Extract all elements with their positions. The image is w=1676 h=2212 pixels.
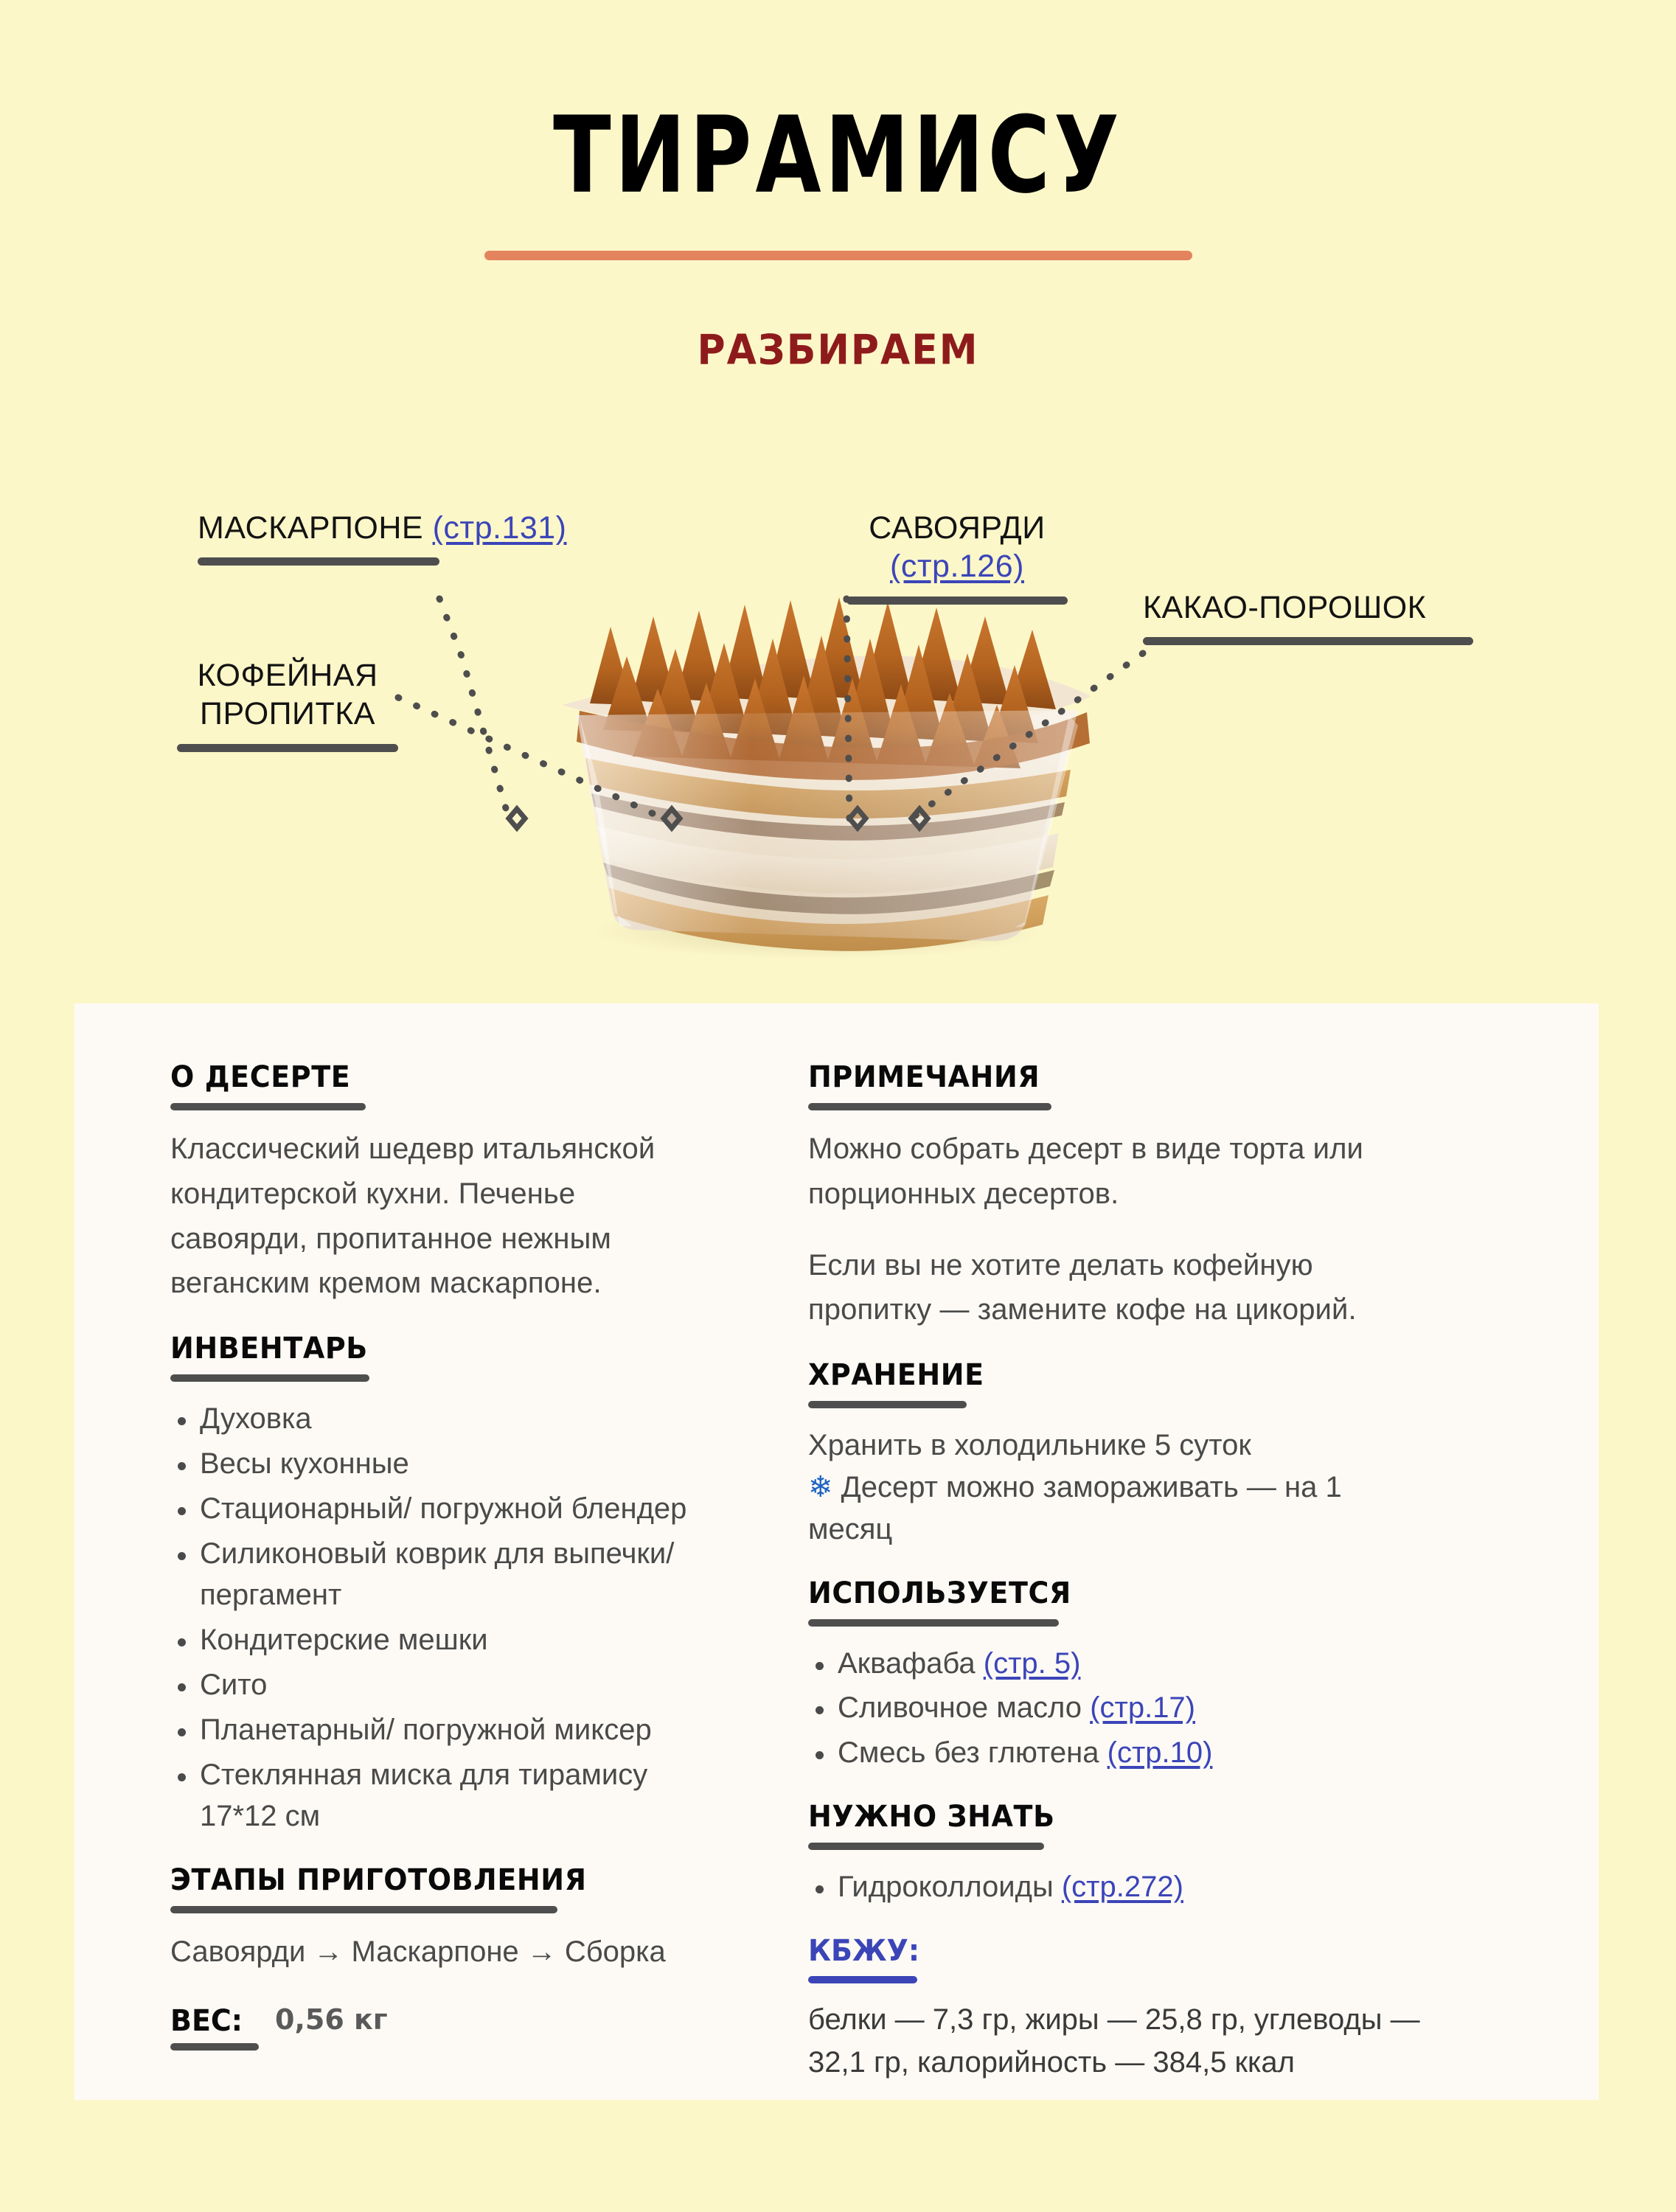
callout-savoiardi-label: САВОЯРДИ (869, 510, 1046, 546)
callout-cocoa-powder-rule (1143, 637, 1473, 645)
list-item: Весы кухонные (170, 1443, 694, 1485)
callout-savoiardi-page-link[interactable]: (стр.126) (890, 549, 1024, 585)
section-inventory-heading: ИНВЕНТАРЬ (170, 1331, 368, 1366)
title-divider (484, 251, 1192, 260)
section-about-heading: О ДЕСЕРТЕ (170, 1060, 351, 1094)
list-item: Стеклянная миска для тирамису 17*12 см (170, 1754, 694, 1838)
used-item-page-link[interactable]: (стр.17) (1090, 1691, 1195, 1725)
section-notes-paragraph: Можно собрать десерт в виде торта или порционных десертов. (808, 1133, 1363, 1210)
callout-coffee-soak-label-line1: КОФЕЙНАЯ (197, 658, 378, 693)
need-to-know-list (808, 1866, 1431, 1908)
section-notes-heading: ПРИМЕЧАНИЯ (808, 1060, 1040, 1094)
callout-coffee-soak-label-line2: ПРОПИТКА (200, 696, 375, 732)
list-item: Силиконовый коврик для выпечки/ пергамент (170, 1533, 694, 1617)
callout-cocoa-powder-label: КАКАО-ПОРОШОК (1143, 590, 1427, 625)
callout-mascarpone-rule (198, 557, 439, 566)
section-stages-heading: ЭТАПЫ ПРИГОТОВЛЕНИЯ (170, 1863, 587, 1897)
storage-freeze-text: Десерт можно замораживать — на 1 месяц (808, 1470, 1342, 1545)
list-item (808, 1866, 1431, 1908)
page-title: ТИРАМИСУ (553, 94, 1123, 218)
section-notes-rule (808, 1103, 1051, 1110)
section-need-to-know (808, 1799, 1431, 1908)
section-stages (170, 1863, 694, 2051)
callout-cocoa-powder (1143, 588, 1473, 645)
storage-freeze-row (808, 1467, 1431, 1551)
section-need-to-know-heading: НУЖНО ЗНАТЬ (808, 1798, 1055, 1834)
need-to-know-item-text: Гидроколлоиды (838, 1870, 1054, 1903)
section-nutrition (808, 1933, 1431, 2084)
snowflake-icon: ❄ (808, 1470, 833, 1503)
page-subtitle: РАЗБИРАЕМ (697, 326, 979, 375)
weight-value: 0,56 кг (275, 2003, 388, 2037)
section-inventory-rule (170, 1374, 369, 1382)
dessert-image (509, 559, 1121, 961)
need-to-know-item-page-link[interactable]: (стр.272) (1061, 1870, 1183, 1903)
list-item (808, 1687, 1431, 1729)
list-item: Кондитерские мешки (170, 1619, 694, 1661)
callout-mascarpone (198, 509, 567, 566)
callout-mascarpone-page-link[interactable]: (стр.131) (432, 510, 567, 546)
weight-label-wrap (170, 2003, 259, 2051)
callout-savoiardi-rule (846, 597, 1068, 605)
section-used-rule (808, 1619, 1059, 1627)
ingredient-diagram (0, 509, 1676, 995)
section-storage (808, 1357, 1431, 1550)
section-need-to-know-rule (808, 1843, 1044, 1850)
section-storage-rule (808, 1401, 967, 1408)
section-about-rule (170, 1103, 366, 1110)
weight-label: ВЕС: (170, 2003, 243, 2038)
section-notes-paragraph: Если вы не хотите делать кофейную пропитку — замените кофе на цикорий. (808, 1248, 1357, 1326)
section-notes (808, 1060, 1431, 1332)
list-item (808, 1643, 1431, 1685)
weight-row (170, 2003, 694, 2051)
callout-savoiardi (846, 509, 1068, 605)
section-nutrition-heading: КБЖУ: (808, 1933, 920, 1968)
section-about (170, 1060, 694, 1306)
used-item-text: Аквафаба (838, 1646, 976, 1680)
used-item-text: Сливочное масло (838, 1691, 1082, 1725)
section-stages-rule (170, 1906, 557, 1913)
section-inventory (170, 1331, 694, 1837)
used-item-text: Смесь без глютена (838, 1736, 1099, 1770)
section-stages-text: Савоярди → Маскарпоне → Сборка (170, 1935, 666, 1969)
list-item: Сито (170, 1664, 694, 1706)
list-item: Стационарный/ погружной блендер (170, 1488, 694, 1530)
section-used-heading: ИСПОЛЬЗУЕТСЯ (808, 1575, 1071, 1610)
weight-rule (170, 2043, 259, 2051)
section-nutrition-text: белки — 7,3 гр, жиры — 25,8 гр, углеводы — 32,1 гр, калорийность — 384,5 ккал (808, 2003, 1420, 2079)
used-list (808, 1643, 1431, 1774)
callout-coffee-soak-rule (177, 744, 398, 752)
right-column (723, 1045, 1498, 2100)
section-about-text: Классический шедевр итальянской кондитерской кухни. Печенье савоярди, пропитанное нежным веганским кремом маскарпоне. (170, 1133, 656, 1300)
list-item: Планетарный/ погружной миксер (170, 1709, 694, 1751)
used-item-page-link[interactable]: (стр.10) (1107, 1736, 1213, 1770)
inventory-list (170, 1398, 694, 1837)
left-column (74, 1045, 723, 2100)
section-storage-heading: ХРАНЕНИЕ (808, 1357, 984, 1392)
list-item: Духовка (170, 1398, 694, 1440)
content-card (74, 1004, 1599, 2100)
callout-mascarpone-label: МАСКАРПОНЕ (198, 510, 424, 546)
list-item (808, 1732, 1431, 1774)
callout-coffee-soak (177, 656, 398, 752)
title-block (0, 94, 1676, 375)
storage-refrigerate-text: Хранить в холодильнике 5 суток (808, 1429, 1251, 1462)
used-item-page-link[interactable]: (стр. 5) (983, 1646, 1081, 1680)
section-nutrition-rule (808, 1976, 917, 1983)
section-used (808, 1576, 1431, 1774)
